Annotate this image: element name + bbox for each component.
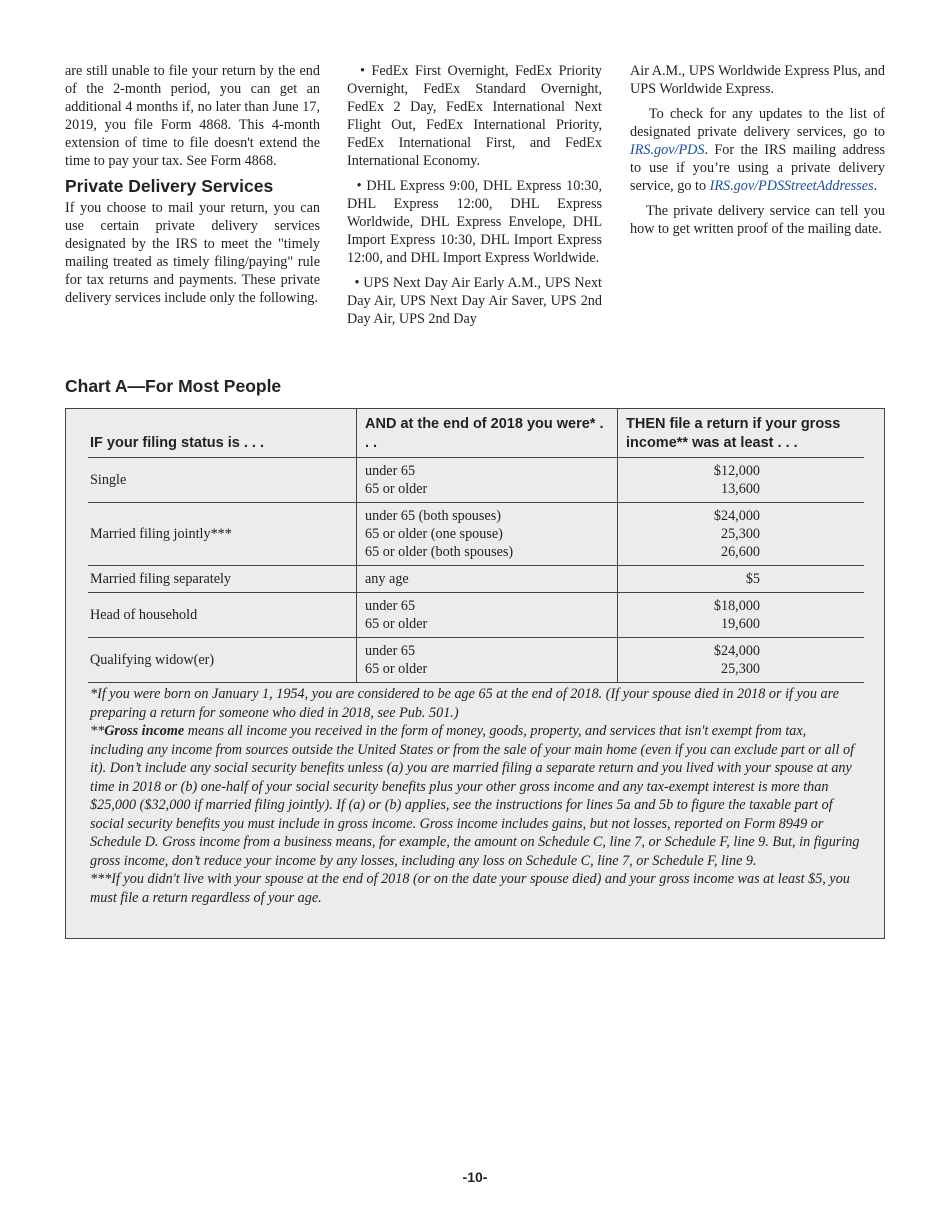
- column-header: IF your filing status is . . .: [88, 409, 357, 458]
- section-heading: Private Delivery Services: [65, 176, 274, 196]
- chart-a-box: [65, 408, 885, 939]
- gross-income-cell: [618, 503, 865, 566]
- filing-status-cell: Qualifying widow(er): [88, 638, 357, 683]
- age-cell: [357, 503, 618, 566]
- amount-line: $5: [745, 571, 760, 587]
- bullet-text: UPS Next Day Air Early A.M., UPS Next Day Air, UPS Next Day Air Saver, UPS 2nd Day Air, UPS 2nd Day: [347, 275, 602, 327]
- footnotes: [90, 685, 860, 907]
- amount-line: 26,600: [720, 544, 760, 560]
- filing-status-cell: Married filing jointly***: [88, 503, 357, 566]
- amount-line: 25,300: [720, 661, 760, 677]
- table-row: [88, 503, 864, 566]
- amount-line: 19,600: [720, 616, 760, 632]
- table-row: [88, 638, 864, 683]
- table-row: [88, 566, 864, 593]
- gross-income-cell: [618, 458, 865, 503]
- paragraph: If you choose to mail your return, you can use certain private delivery services designated by the IRS to meet the "timely mailing treated as timely filing/paying" rule for tax returns and payments. These private delivery services include only the following.: [65, 200, 320, 306]
- amount-line: 25,300: [720, 526, 760, 542]
- age-cell: [357, 638, 618, 683]
- paragraph: [630, 202, 885, 238]
- paragraph: Air A.M., UPS Worldwide Express Plus, and UPS Worldwide Express.: [630, 63, 885, 97]
- age-line: under 65: [365, 643, 416, 659]
- footnote-mfs: ***If you didn't live with your spouse at the end of 2018 (or on the date your spouse died) and your gross income was at least $5, you must file a return regardless of your age.: [90, 871, 850, 906]
- chart-title: Chart A—For Most People: [65, 376, 282, 396]
- text: The private delivery service can tell you how to get written proof of the mailing date.: [630, 203, 885, 237]
- text: . For the IRS mailing address to use if you’re using a private delivery service, go to: [630, 142, 885, 194]
- page-number: -10-: [462, 1169, 488, 1185]
- amount-line: 13,600: [720, 481, 760, 497]
- text: **: [90, 723, 105, 739]
- age-line: under 65: [365, 463, 416, 479]
- table-row: [88, 593, 864, 638]
- text: .: [873, 178, 878, 194]
- bullet-item: • FedEx First Overnight, FedEx Priority Overnight, FedEx Standard Overnight, FedEx 2 Day, FedEx International Next Flight Out, FedEx International Priority, FedEx International First, and FedEx International Economy.: [347, 63, 602, 169]
- amount-line: $24,000: [713, 508, 760, 524]
- bullet-item: • DHL Express 9:00, DHL Express 10:30, DHL Express 12:00, DHL Express Worldwide, DHL Express Envelope, DHL Import Express 10:30, DHL Import Express 12:00, and DHL Import Express Worldwide.: [347, 178, 603, 266]
- age-line: 65 or older: [365, 616, 428, 632]
- column-header: AND at the end of 2018 you were* . . .: [357, 409, 618, 458]
- gross-income-cell: [618, 638, 865, 683]
- age-line: under 65 (both spouses): [365, 508, 501, 524]
- age-line: 65 or older: [365, 481, 428, 497]
- paragraph: [630, 105, 885, 195]
- text: means all income you received in the form of money, goods, property, and services that isn't exempt from tax, including any income from sources outside the United States or from the sale of your main home (even if you can exclude part or all of it). Don’t include any social security benefits unless (a) you are married filing a separate return and you lived with your spouse at any time in 2018 or (b) one-half of your social security benefits plus your other gross income and any tax-exempt interest is more than $25,000 ($32,000 if married filing jointly). If (a) or (b) applies, see the instructions for lines 5a and 5b to figure the taxable part of social security benefits you must include in gross income. Gross income includes gains, but not losses, reported on Form 8949 or Schedule D. Gross income from a business means, for example, the amount on Schedule C, line 7, or Schedule F, line 9. But, in figuring gross income, don’t reduce your income by any losses, including any loss on Schedule C, line 7, or Schedule F, line 9.: [90, 723, 860, 869]
- amount-line: $24,000: [713, 643, 760, 659]
- table-header-row: [88, 409, 864, 458]
- filing-requirements-table: [88, 409, 864, 683]
- footnote-gross-income: [90, 722, 860, 870]
- text: To check for any updates to the list of designated private delivery services, go to: [630, 106, 886, 140]
- age-cell: [357, 458, 618, 503]
- age-line: 65 or older (one spouse): [365, 526, 503, 542]
- amount-line: $18,000: [713, 598, 760, 614]
- filing-status-cell: Married filing separately: [88, 566, 357, 593]
- bullet-text: DHL Express 9:00, DHL Express 10:30, DHL Express 12:00, DHL Express Worldwide, DHL Express Envelope, DHL Import Express 10:30, DHL Import Express 12:00, and DHL Import Express Worldwide.: [347, 178, 603, 266]
- age-line: under 65: [365, 598, 416, 614]
- gross-income-cell: [618, 566, 865, 593]
- column-header: THEN file a return if your gross income** was at least . . .: [618, 409, 865, 458]
- filing-status-cell: Head of household: [88, 593, 357, 638]
- irs-pds-link[interactable]: IRS.gov/PDS: [630, 142, 705, 158]
- filing-status-cell: Single: [88, 458, 357, 503]
- column-3: [630, 62, 885, 245]
- age-line: 65 or older (both spouses): [365, 544, 514, 560]
- term: Gross income: [104, 723, 185, 739]
- column-1: [65, 62, 320, 314]
- footnote-age: *If you were born on January 1, 1954, you are considered to be age 65 at the end of 2018. (If your spouse died in 2018 or if you are preparing a return for someone who died in 2018, see Pub. 501.): [90, 686, 839, 721]
- age-cell: [357, 593, 618, 638]
- table-row: [88, 458, 864, 503]
- irs-pds-street-addresses-link[interactable]: IRS.gov/PDSStreetAddresses: [709, 178, 874, 194]
- age-line: 65 or older: [365, 661, 428, 677]
- paragraph: are still unable to file your return by the end of the 2-month period, you can get an additional 4 months if, no later than June 17, 2019, you file Form 4868. This 4-month extension of time to file doesn't extend the time to pay your tax. See Form 4868.: [65, 63, 320, 169]
- column-2: [347, 62, 602, 335]
- age-cell: [357, 566, 618, 593]
- gross-income-cell: [618, 593, 865, 638]
- bullet-item: • UPS Next Day Air Early A.M., UPS Next Day Air, UPS Next Day Air Saver, UPS 2nd Day Air, UPS 2nd Day: [347, 275, 602, 327]
- age-line: any age: [365, 571, 409, 587]
- amount-line: $12,000: [713, 463, 760, 479]
- bullet-text: FedEx First Overnight, FedEx Priority Overnight, FedEx Standard Overnight, FedEx 2 Day, FedEx International Next Flight Out, FedEx International Priority, FedEx International First, and FedEx International Economy.: [347, 63, 602, 169]
